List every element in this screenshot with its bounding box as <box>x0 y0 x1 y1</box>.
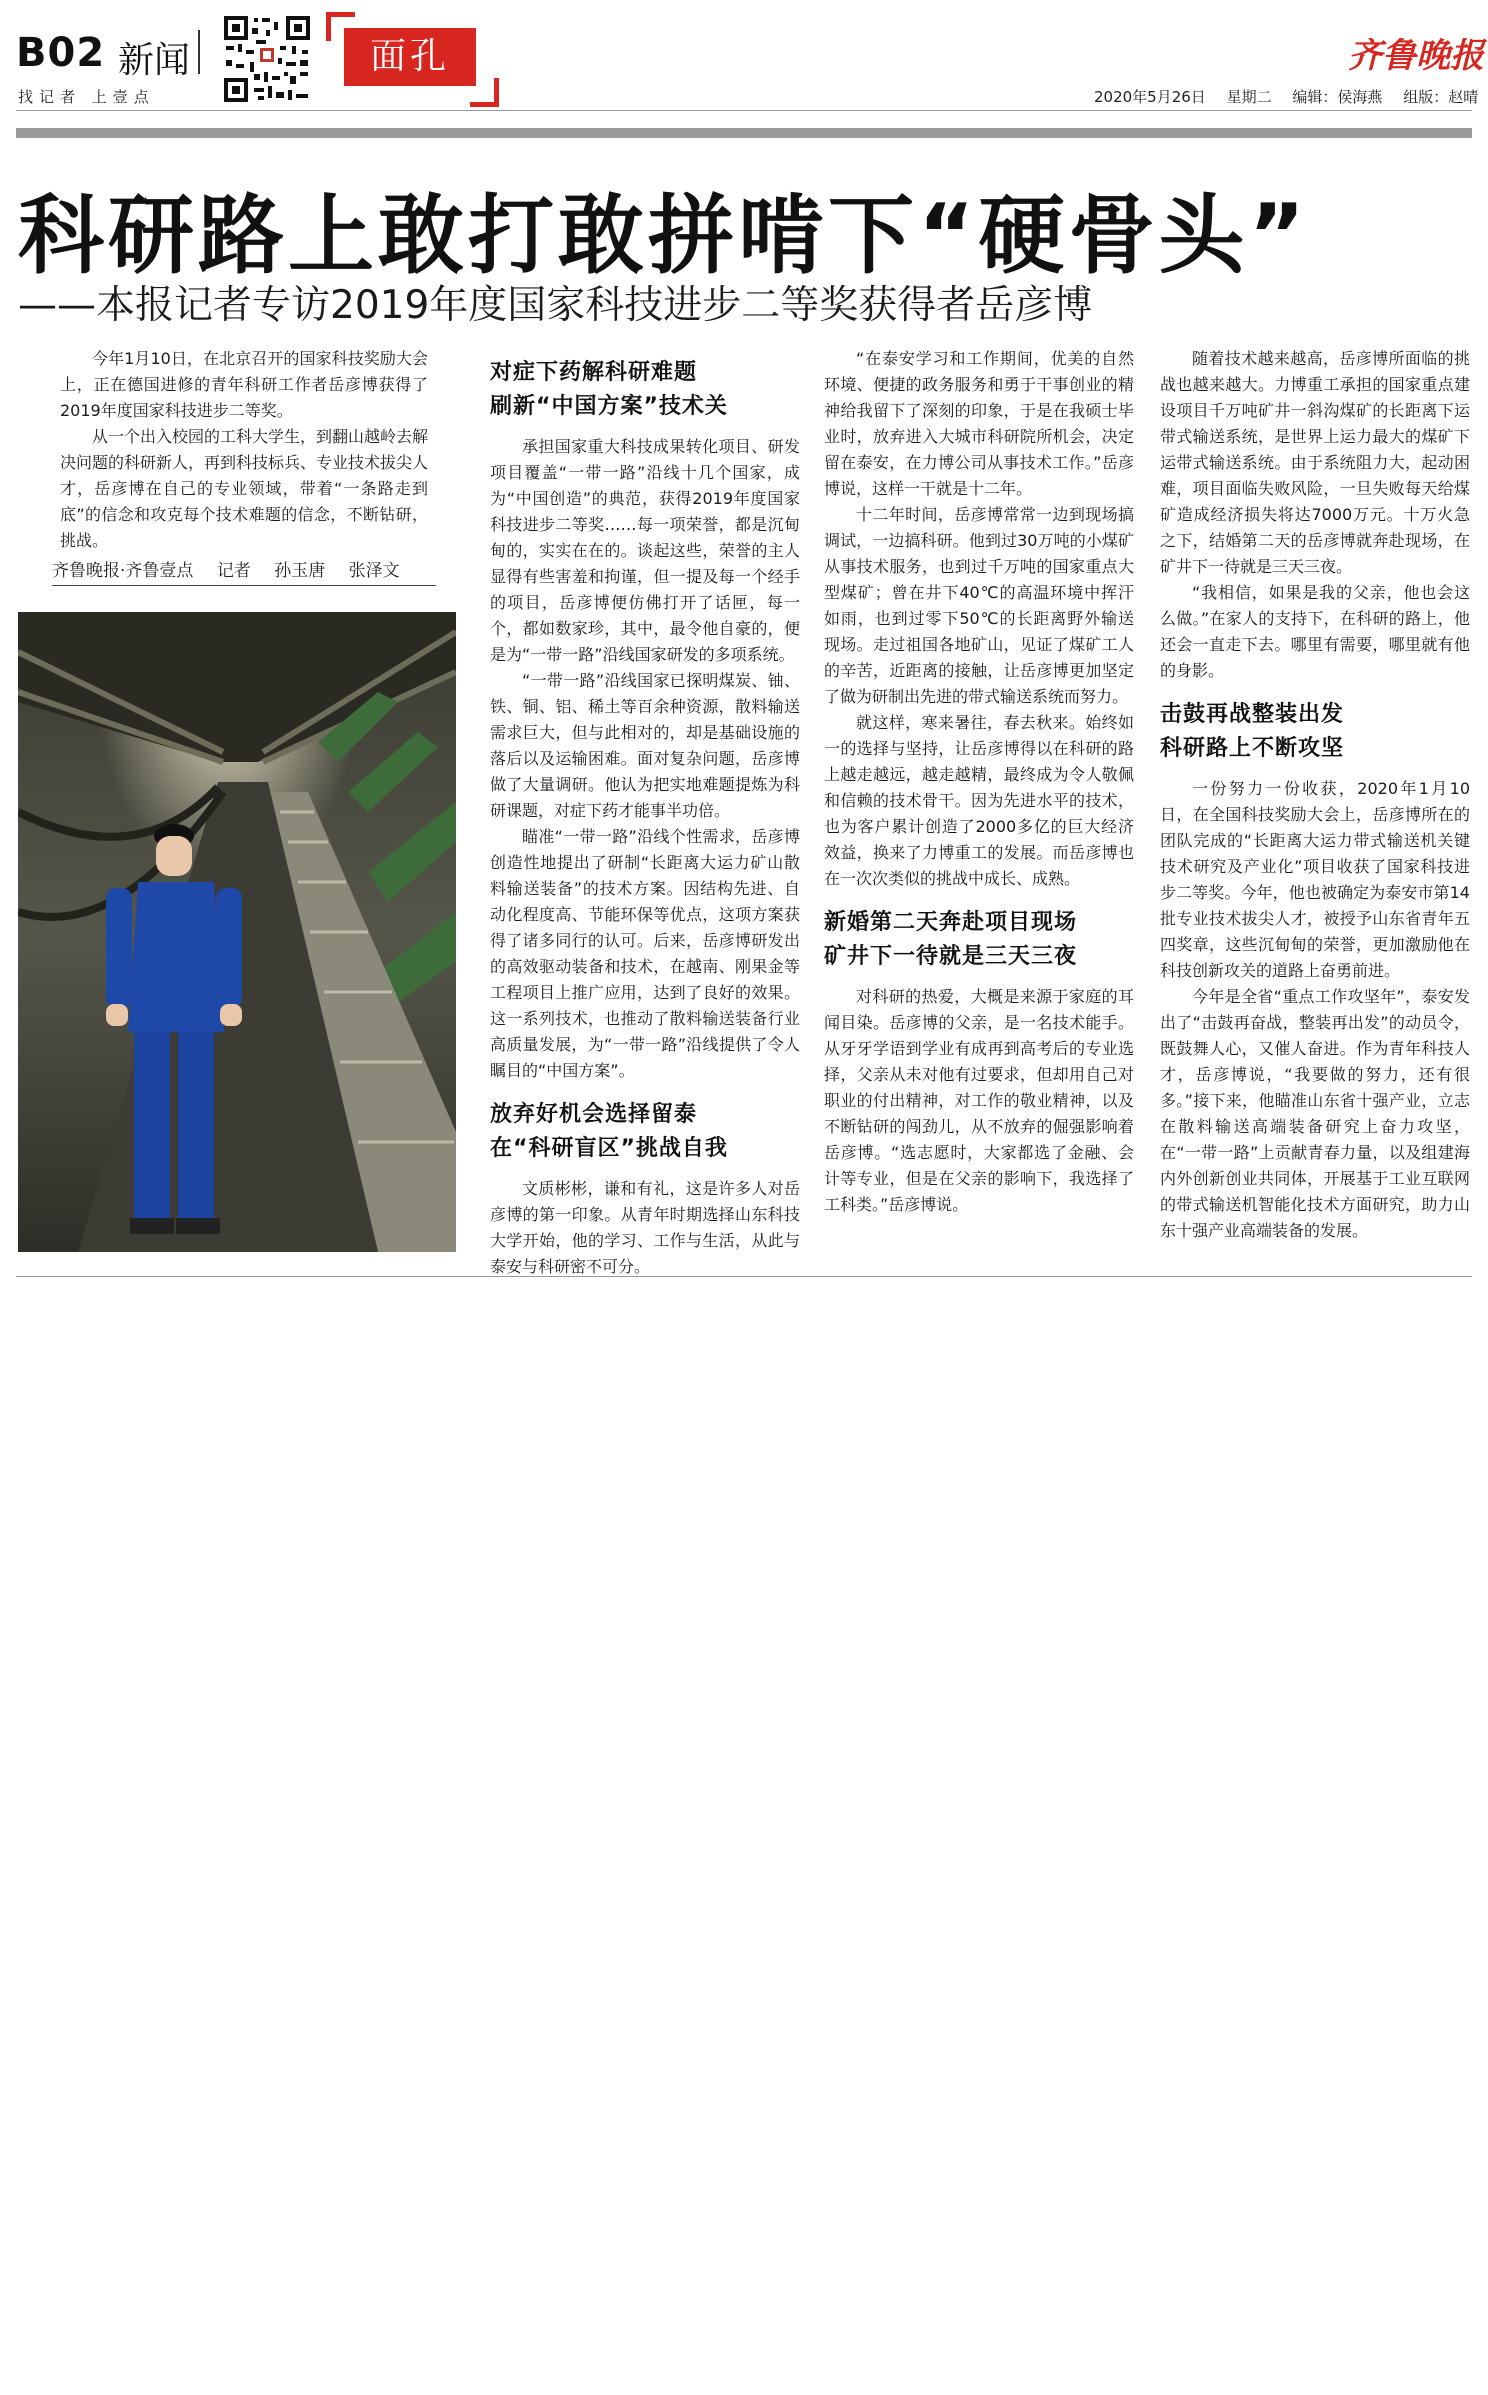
section-heading-line: 击鼓再战整装出发 <box>1160 702 1345 727</box>
section-heading <box>1160 698 1470 766</box>
slogan: 找记者 上壹点 <box>18 88 155 106</box>
intro-paragraph: 今年1月10日，在北京召开的国家科技奖励大会上，正在德国进修的青年科研工作者岳彦博获得了2019年度国家科技进步二等奖。 <box>60 349 428 420</box>
byline-author: 孙玉唐 <box>274 561 326 581</box>
section-heading <box>824 906 1134 974</box>
layout-credit: 组版：赵晴 <box>1403 88 1479 106</box>
headline: 科研路上敢打敢拼啃下“硬骨头” <box>18 186 1310 286</box>
byline-role: 记者 <box>216 561 251 581</box>
body-paragraph: 十二年时间，岳彦博常常一边到现场搞调试，一边搞科研。他到过30万吨的小煤矿从事技术服务，也到过千万吨的国家重点大型煤矿；曾在井下40℃的高温环境中挥汗如雨，也到过零下50℃的长距离野外输送现场。走过祖国各地矿山，见证了煤矿工人的辛苦，近距离的接触，让岳彦博更加坚定了做为研制出先进的带式输送系统而努力。 <box>824 505 1134 706</box>
section-heading <box>490 1098 800 1166</box>
issue-date: 2020年5月26日 <box>1094 88 1206 106</box>
section-heading <box>490 356 800 424</box>
section-heading-line: 放弃好机会选择留泰 <box>490 1102 698 1127</box>
byline-outlet: 齐鲁晚报·齐鲁壹点 <box>52 561 194 581</box>
section-heading-line: 刷新“中国方案”技术关 <box>490 394 728 419</box>
underground-conveyor-photo <box>18 612 456 1252</box>
qr-code-icon[interactable] <box>222 14 312 104</box>
issue-meta <box>1094 86 1488 107</box>
header-rule <box>16 110 1472 111</box>
header-band <box>16 128 1472 138</box>
body-paragraph: 瞄准“一带一路”沿线个性需求，岳彦博创造性地提出了研制“长距离大运力矿山散料输送装备”的技术方案。因结构先进、自动化程度高、节能环保等优点，这项方案获得了诸多同行的认可。后来，岳彦博研发出的高效驱动装备和技术，在越南、刚果金等工程项目上推广应用，达到了良好的效果。这一系列技术，也推动了散料输送装备行业高质量发展，为“一带一路”沿线提供了令人瞩目的“中国方案”。 <box>490 827 800 1080</box>
body-paragraph: “我相信，如果是我的父亲，他也会这么做。”在家人的支持下，在科研的路上，他还会一直走下去。哪里有需要，哪里就有他的身影。 <box>1160 583 1470 680</box>
byline <box>52 556 436 586</box>
body-paragraph: 今年是全省“重点工作攻坚年”，泰安发出了“击鼓再奋战，整装再出发”的动员令，既鼓舞人心，又催人奋进。作为青年科技人才，岳彦博说，“我要做的努力，还有很多。”接下来，他瞄准山东省十强产业，立志在散料输送高端装备研究上奋力攻坚，在“一带一路”上贡献青春力量，以及组建海内外创新创业共同体，开展基于工业互联网的带式输送机智能化技术方面研究，助力山东十强产业高端装备的发展。 <box>1160 987 1470 1240</box>
article-bottom-rule <box>16 1276 1472 1277</box>
intro-paragraph: 从一个出入校园的工科大学生，到翻山越岭去解决问题的科研新人，再到科技标兵、专业技术拔尖人才，岳彦博在自己的专业领域，带着“一条路走到底”的信念和攻克每个技术难题的信念，不断钻研，挑战。 <box>60 427 429 550</box>
masthead-logo: 齐鲁晚报 <box>1348 36 1484 76</box>
section-heading-line: 新婚第二天奔赴项目现场 <box>824 910 1078 935</box>
body-paragraph: 承担国家重大科技成果转化项目、研发项目覆盖“一带一路”沿线十几个国家，成为“中国创造”的典范，获得2019年度国家科技进步二等奖……每一项荣誉，都是沉甸甸的，实实在在的。谈起这些，荣誉的主人显得有些害羞和拘谨，但一提及每一个经手的项目，岳彦博便仿佛打开了话匣，每一个，都如数家珍，其中，最令他自豪的，便是为“一带一路”沿线国家研发的多项系统。 <box>490 437 800 664</box>
editor-credit: 编辑：侯海燕 <box>1292 88 1383 106</box>
body-paragraph: 对科研的热爱，大概是来源于家庭的耳闻目染。岳彦博的父亲，是一名技术能手。从牙牙学语到学业有成再到高考后的专业选择，父亲从未对他有过要求，但却用自己对职业的付出精神，对工作的敬业精神，以及不断钻研的闯劲儿，从不放弃的倔强影响着岳彦博。“选志愿时，大家都选了金融、会计等专业，但是在父亲的影响下，我选择了工科类。”岳彦博说。 <box>824 987 1134 1214</box>
column-tag: 面孔 <box>344 28 476 86</box>
page-code: B02 <box>16 30 106 76</box>
section-heading-line: 矿井下一待就是三天三夜 <box>824 944 1078 969</box>
intro-text <box>60 346 428 554</box>
section-name: 新闻 <box>118 40 191 81</box>
section-heading-line: 科研路上不断攻坚 <box>1160 736 1345 761</box>
section-heading-line: 在“科研盲区”挑战自我 <box>490 1136 728 1161</box>
body-paragraph: 一份努力一份收获，2020年1月10日，在全国科技奖励大会上，岳彦博所在的团队完成的“长距离大运力带式输送机关键技术研究及产业化”项目收获了国家科技进步二等奖。今年，他也被确定为泰安市第14批专业技术拔尖人才，被授予山东省青年五四奖章，这些沉甸甸的荣誉，更加激励他在科技创新攻关的道路上奋勇前进。 <box>1160 779 1470 980</box>
body-paragraph: 就这样，寒来暑往，春去秋来。始终如一的选择与坚持，让岳彦博得以在科研的路上越走越远，越走越精，最终成为令人敬佩和信赖的技术骨干。因为先进水平的技术，也为客户累计创造了2000多亿的巨大经济效益，换来了力博重工的发展。而岳彦博也在一次次类似的挑战中成长、成熟。 <box>824 713 1134 888</box>
article-column-2 <box>490 346 800 1280</box>
body-paragraph: 随着技术越来越高，岳彦博所面临的挑战也越来越大。力博重工承担的国家重点建设项目千万吨矿井一斜沟煤矿的长距离下运带式输送系统，是世界上运力最大的煤矿下运带式输送系统。由于系统阻力大，起动困难，项目面临失败风险，一旦失败每天给煤矿造成经济损失将达7000万元。十万火急之下，结婚第二天的岳彦博就奔赴现场，在矿井下一待就是三天三夜。 <box>1160 349 1470 576</box>
body-paragraph: “一带一路”沿线国家已探明煤炭、铀、铁、铜、铝、稀土等百余种资源，散料输送需求巨大，但与此相对的，却是基础设施的落后以及运输困难。面对复杂问题，岳彦博做了大量调研。他认为把实地难题提炼为科研课题，对症下药才能事半功倍。 <box>490 671 800 820</box>
header-divider <box>198 30 200 74</box>
issue-weekday: 星期二 <box>1226 88 1272 106</box>
body-paragraph: “在泰安学习和工作期间，优美的自然环境、便捷的政务服务和勇于干事创业的精神给我留下了深刻的印象，于是在我硕士毕业时，放弃进入大城市科研院所机会，决定留在泰安，在力博公司从事技术工作。”岳彦博说，这样一干就是十二年。 <box>824 349 1134 498</box>
subheadline: ——本报记者专访2019年度国家科技进步二等奖获得者岳彦博 <box>18 283 1093 328</box>
section-heading-line: 对症下药解科研难题 <box>490 360 698 385</box>
byline-author: 张泽文 <box>348 561 400 581</box>
body-paragraph: 文质彬彬，谦和有礼，这是许多人对岳彦博的第一印象。从青年时期选择山东科技大学开始，他的学习、工作与生活，从此与泰安与科研密不可分。 <box>490 1179 800 1276</box>
article-column-4 <box>1160 346 1470 1244</box>
article-column-3 <box>824 346 1134 1218</box>
